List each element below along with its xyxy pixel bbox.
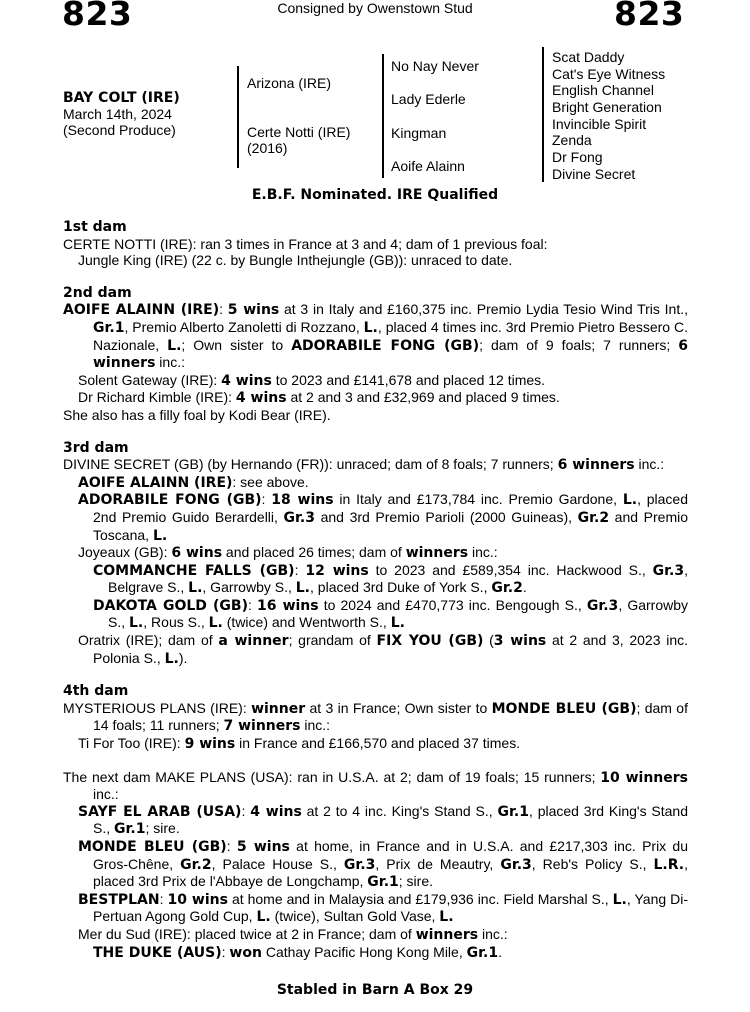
pedigree-g3-7: Dr Fong [552, 149, 603, 165]
third-dam-progeny-3: Joyeaux (GB): 6 wins and placed 26 times; dam of winners inc.: [78, 544, 498, 562]
pedigree-g3-1: Scat Daddy [552, 49, 625, 65]
horse-title: BAY COLT (IRE) [63, 90, 180, 106]
second-dam-progeny-2: Dr Richard Kimble (IRE): 4 wins at 2 and 3 and £32,969 and placed 9 times. [78, 389, 560, 407]
consignor: Consigned by Owenstown Stud [277, 0, 473, 16]
catalogue-body [63, 219, 688, 961]
lot-number-left: 823 [62, 0, 133, 33]
third-dam-progeny-1: AOIFE ALAINN (IRE): see above. [78, 473, 309, 491]
pedigree-sire-sire: No Nay Never [391, 58, 479, 74]
pedigree-bracket-1 [237, 66, 239, 168]
pedigree-dam: Certe Notti (IRE) [247, 124, 351, 140]
pedigree-sire-dam: Lady Ederle [391, 91, 466, 107]
pedigree-g3-2: Cat's Eye Witness [552, 66, 666, 82]
fourth-dam-heading: 4th dam [63, 683, 129, 700]
third-dam-progeny-2: ADORABILE FONG (GB): 18 wins in Italy and £173,784 inc. Premio Gardone, L., placed 2nd Premio Guido Berardelli, Gr.3 and 3rd Premio Parioli (2000 Guineas), Gr.2 and Premio Toscana, L. [78, 491, 689, 544]
pedigree-g3-3: English Channel [552, 82, 654, 98]
pedigree-sire: Arizona (IRE) [247, 75, 332, 91]
fourth-dam-progeny-1: Ti For Too (IRE): 9 wins in France and £166,570 and placed 37 times. [78, 735, 521, 753]
pedigree-dam-dam: Aoife Alainn [391, 158, 465, 174]
horse-details [63, 90, 180, 138]
first-dam-line: CERTE NOTTI (IRE): ran 3 times in France at 3 and 4; dam of 1 previous foal: [63, 235, 548, 252]
third-dam-grandprogeny-1: COMMANCHE FALLS (GB): 12 wins to 2023 and £589,354 inc. Hackwood S., Gr.3, Belgrave S., L., Garrowby S., L., placed 3rd Duke of York S., Gr.2. [93, 561, 688, 597]
second-dam-note: She also has a filly foal by Kodi Bear (IRE). [63, 406, 331, 423]
second-dam-progeny-1: Solent Gateway (IRE): 4 wins to 2023 and £141,678 and placed 12 times. [78, 371, 546, 389]
pedigree-dam-sire: Kingman [391, 125, 447, 141]
horse-foaled: March 14th, 2024 [63, 106, 172, 122]
second-dam-heading: 2nd dam [63, 284, 132, 301]
next-dam-progeny-2: MONDE BLEU (GB): 5 wins at home, in France and in U.S.A. and £217,303 inc. Prix du Gros-Chêne, Gr.2, Palace House S., Gr.3, Prix de Meautry, Gr.3, Reb's Policy S., L.R., placed 3rd Prix de l'Abbaye de Longchamp, Gr.1; sire. [78, 838, 689, 891]
pedigree-g3-8: Divine Secret [552, 166, 636, 182]
next-dam-progeny-3: BESTPLAN: 10 wins at home and in Malaysia and £179,936 inc. Field Marshal S., L., Yang Di- Pertuan Agong Gold Cup, L. (twice), Sultan Gold Vase, L. [78, 890, 688, 926]
next-dam-entry: The next dam MAKE PLANS (USA): ran in U.S.A. at 2; dam of 19 foals; 15 runners; 10 winners inc.: [63, 768, 688, 803]
horse-produce: (Second Produce) [63, 122, 176, 138]
pedigree-g3-6: Zenda [552, 132, 592, 148]
third-dam-heading: 3rd dam [63, 439, 129, 456]
third-dam-progeny-4: Oratrix (IRE); dam of a winner; grandam of FIX YOU (GB) (3 wins at 2 and 3, 2023 inc. Polonia S., L.). [78, 632, 688, 667]
first-dam-foal: Jungle King (IRE) (22 c. by Bungle Inthejungle (GB)): unraced to date. [78, 252, 513, 269]
next-dam-progeny-1: SAYF EL ARAB (USA): 4 wins at 2 to 4 inc. King's Stand S., Gr.1, placed 3rd King's Stand S., Gr.1; sire. [78, 802, 688, 838]
fourth-dam-entry: MYSTERIOUS PLANS (IRE): winner at 3 in France; Own sister to MONDE BLEU (GB); dam of 14 foals; 11 runners; 7 winners inc.: [63, 699, 688, 735]
second-dam-entry: AOIFE ALAINN (IRE): 5 wins at 3 in Italy and £160,375 inc. Premio Lydia Tesio Wind Tris Int., Gr.1, Premio Alberto Zanoletti di Rozzano, L., placed 4 times inc. 3rd Premio Pietro Bessero C. Nazionale, L.; Own sister to ADORABILE FONG (GB); dam of 9 foals; 7 runners; 6 winners inc.: [63, 301, 689, 372]
nominations: E.B.F. Nominated. IRE Qualified [251, 187, 499, 203]
pedigree-g3-5: Invincible Spirit [552, 116, 647, 132]
pedigree-bracket-3 [542, 47, 544, 182]
next-dam-grandprogeny-1: THE DUKE (AUS): won Cathay Pacific Hong Kong Mile, Gr.1. [93, 943, 502, 961]
lot-number-right: 823 [614, 0, 685, 33]
third-dam-entry: DIVINE SECRET (GB) (by Hernando (FR)): unraced; dam of 8 foals; 7 runners; 6 winners inc.: [63, 456, 665, 474]
third-dam-grandprogeny-2: DAKOTA GOLD (GB): 16 wins to 2024 and £470,773 inc. Bengough S., Gr.3, Garrowby S., L., Rous S., L. (twice) and Wentworth S., L. [93, 596, 688, 632]
pedigree-dam-year: (2016) [247, 140, 288, 156]
pedigree-g3-4: Bright Generation [552, 99, 662, 115]
next-dam-progeny-4: Mer du Sud (IRE): placed twice at 2 in France; dam of winners inc.: [78, 925, 508, 943]
pedigree-bracket-2 [382, 54, 384, 178]
first-dam-heading: 1st dam [63, 219, 127, 235]
stabling-info: Stabled in Barn A Box 29 [276, 982, 474, 998]
